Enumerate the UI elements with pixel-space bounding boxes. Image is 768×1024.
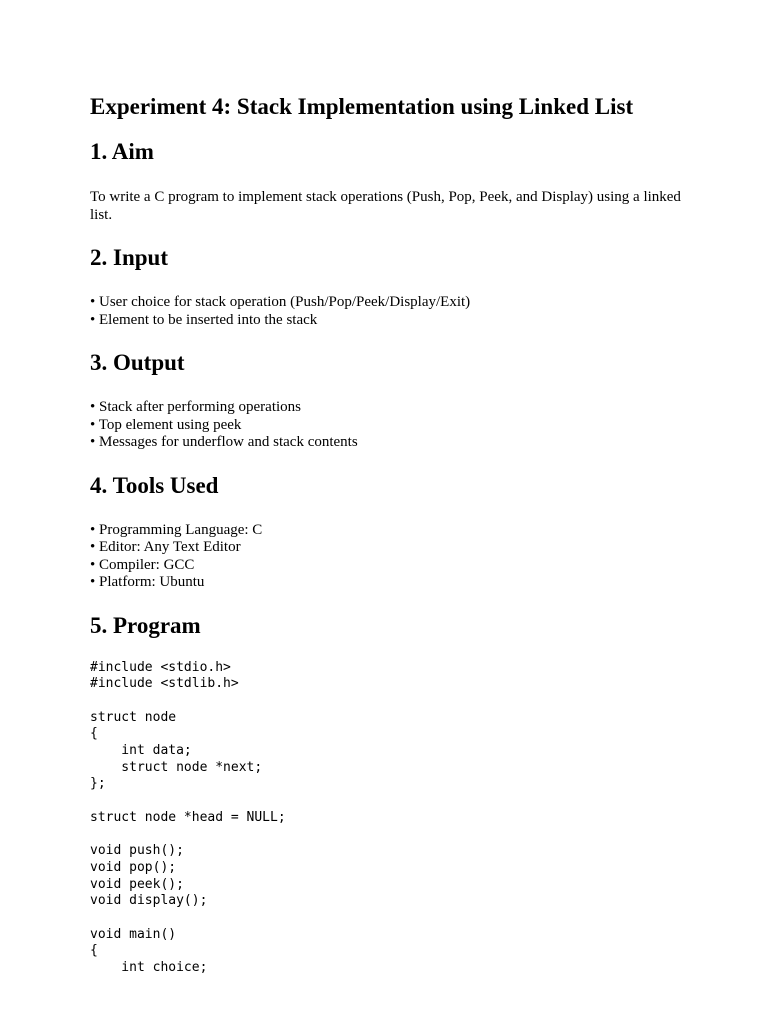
tools-item: • Compiler: GCC: [90, 556, 195, 573]
program-heading: 5. Program: [90, 612, 201, 638]
aim-heading: 1. Aim: [90, 139, 154, 164]
input-list: [90, 294, 690, 329]
tools-item: • Editor: Any Text Editor: [90, 539, 241, 555]
tools-item: • Programming Language: C: [90, 521, 263, 538]
input-item: • Element to be inserted into the stack: [90, 311, 318, 328]
tools-item: • Platform: Ubuntu: [90, 574, 205, 590]
aim-text: To write a C program to implement stack operations (Push, Pop, Peek, and Display) using a linked list.: [90, 189, 681, 223]
document-page: [90, 92, 690, 977]
input-heading: 2. Input: [90, 245, 168, 270]
input-item: • User choice for stack operation (Push/Pop/Peek/Display/Exit): [90, 294, 471, 310]
output-heading: 3. Output: [90, 350, 185, 375]
tools-heading: 4. Tools Used: [90, 472, 219, 498]
output-item: • Stack after performing operations: [90, 399, 302, 415]
output-item: • Top element using peek: [90, 416, 242, 433]
output-list: [90, 399, 690, 452]
program-code: #include <stdio.h> #include <stdlib.h> struct node { int data; struct node *next; }; struct node *head = NULL; void push(); void pop(); void peek(); void display(); void main() { int choice;: [90, 659, 286, 976]
document-title: Experiment 4: Stack Implementation using Linked List: [90, 94, 634, 119]
tools-list: [90, 522, 690, 592]
output-item: • Messages for underflow and stack contents: [90, 434, 358, 450]
